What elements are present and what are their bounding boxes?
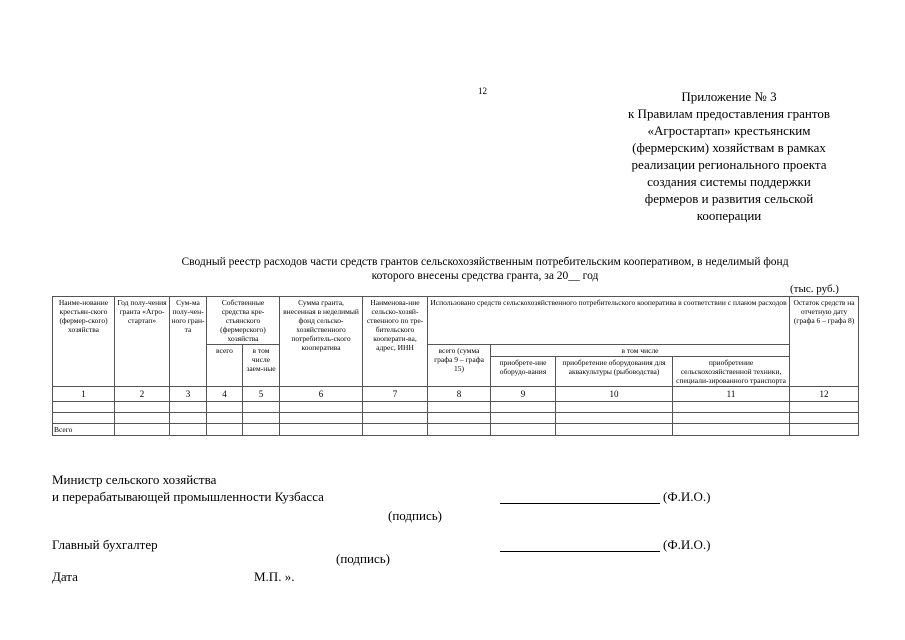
chief-accountant-label: Главный бухгалтер: [52, 537, 158, 552]
total-label: Всего: [53, 424, 115, 436]
appendix-line: «Агростартап» крестьянским: [647, 123, 811, 138]
table-row: [53, 413, 859, 424]
col-number: 1: [53, 387, 115, 402]
header-col-11: приобретение сельскохозяйственной техники, специали-зированного транспорта: [673, 357, 790, 387]
signature-caption: (подпись): [388, 508, 442, 523]
document-title: [120, 255, 850, 283]
header-col-10: приобретение оборудования для аквакультуры (рыбоводства): [556, 357, 673, 387]
col-number: 12: [790, 387, 859, 402]
appendix-header: [580, 88, 878, 224]
title-line-1: Сводный реестр расходов части средств грантов сельскохозяйственным потребительским кооперативом, в неделимый фонд: [181, 256, 789, 268]
header-col-6: Сумма гранта, внесенная в неделимый фонд сельско-хозяйственного потребитель-ского кооператива: [280, 297, 363, 387]
header-col-7: Наименова-ние сельско-хозяй-ственного по тре-бительского кооперати-ва, адрес, ИНН: [363, 297, 428, 387]
appendix-line: (фермерским) хозяйствам в рамках: [632, 140, 826, 155]
minister-title-line-1: Министр сельского хозяйства: [52, 472, 217, 487]
appendix-line: фермеров и развития сельской: [644, 191, 814, 206]
col-number: 5: [243, 387, 280, 402]
appendix-line: реализации регионального проекта: [631, 157, 827, 172]
col-number: 10: [556, 387, 673, 402]
appendix-line: кооперации: [696, 208, 762, 223]
col-number: 9: [491, 387, 556, 402]
stamp-label: М.П. ».: [254, 569, 295, 584]
col-number: 3: [170, 387, 207, 402]
header-col-4: всего: [207, 345, 243, 387]
header-col-12: Остаток средств на отчетную дату (графа 6 – графа 8): [790, 297, 859, 387]
total-row: [53, 424, 859, 436]
minister-title-line-2: и перерабатывающей промышленности Кузбасса: [52, 489, 324, 504]
signature-line: [500, 503, 660, 504]
col-number: 4: [207, 387, 243, 402]
col-number: 8: [428, 387, 491, 402]
header-col-1: Наиме-нование крестьян-ского (фермер-ского) хозяйства: [53, 297, 115, 387]
header-col-3: Сум-ма полу-чен-ного гран-та: [170, 297, 207, 387]
signature-caption: (подпись): [336, 551, 390, 566]
header-own-funds: Собственные средства кре-стьянского (фермерского) хозяйства: [207, 297, 280, 345]
title-line-2: которого внесены средства гранта, за 20__ год: [371, 270, 599, 282]
header-including: в том числе: [491, 345, 790, 357]
header-col-9: приобрете-ние оборудо-вания: [491, 357, 556, 387]
appendix-line: создания системы поддержки: [647, 174, 811, 189]
appendix-line: Приложение № 3: [681, 89, 777, 104]
units-label: (тыс. руб.): [790, 283, 839, 295]
header-col-8: всего (сумма графа 9 – графа 15): [428, 345, 491, 387]
col-number: 2: [115, 387, 170, 402]
header-col-2: Год полу-чения гранта «Агро-стартап»: [115, 297, 170, 387]
page-number: 12: [478, 86, 487, 96]
col-number: 11: [673, 387, 790, 402]
date-label: Дата: [52, 569, 78, 584]
appendix-line: к Правилам предоставления грантов: [627, 106, 830, 121]
register-table: [52, 296, 859, 436]
table-row: [53, 402, 859, 413]
signature-line: [500, 551, 660, 552]
fio-label: (Ф.И.О.): [663, 489, 711, 504]
header-col-5: в том числе заем-ные: [243, 345, 280, 387]
header-used: Использовано средств сельскохозяйственного потребительского кооператива в соответствии с планом расходов: [428, 297, 790, 345]
col-number: 7: [363, 387, 428, 402]
col-number: 6: [280, 387, 363, 402]
fio-label: (Ф.И.О.): [663, 537, 711, 552]
